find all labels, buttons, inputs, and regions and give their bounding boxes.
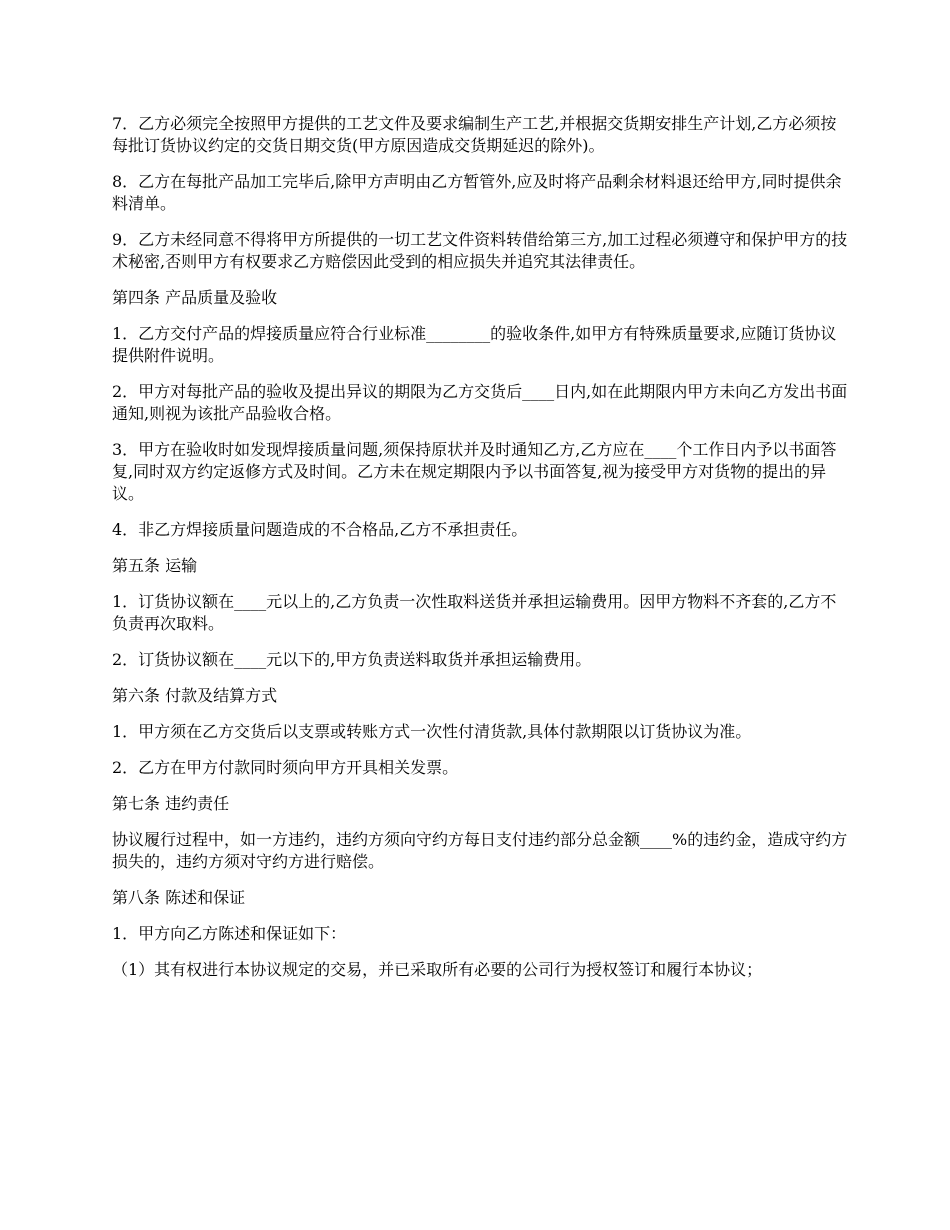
section4-item-3: 3．甲方在验收时如发现焊接质量问题,须保持原状并及时通知乙方,乙方应在____个工作日内予以书面答复,同时双方约定返修方式及时间。乙方未在规定期限内予以书面答复,视为接受甲方对货物的提出的异议。 [112,440,837,503]
section-heading-6: 第六条 付款及结算方式 [112,686,278,705]
section8-item-1: 1．甲方向乙方陈述和保证如下： [112,924,347,943]
section6-item-2: 2．乙方在甲方付款同时须向甲方开具相关发票。 [112,758,459,777]
section-heading-5: 第五条 运输 [112,556,198,575]
section4-item-1: 1．乙方交付产品的焊接质量应符合行业标准________的验收条件,如甲方有特殊质量要求,应随订货协议提供附件说明。 [112,324,837,365]
section4-item-2: 2．甲方对每批产品的验收及提出异议的期限为乙方交货后____日内,如在此期限内甲方未向乙方发出书面通知,则视为该批产品验收合格。 [112,382,848,423]
clause-8: 8．乙方在每批产品加工完毕后,除甲方声明由乙方暂管外,应及时将产品剩余材料退还给甲方,同时提供余料清单。 [112,172,842,213]
clause-9: 9．乙方未经同意不得将甲方所提供的一切工艺文件资料转借给第三方,加工过程必须遵守和保护甲方的技术秘密,否则甲方有权要求乙方赔偿因此受到的相应损失并追究其法律责任。 [112,230,848,271]
document-page [112,113,850,995]
section-heading-4: 第四条 产品质量及验收 [112,288,278,307]
section4-item-4: 4．非乙方焊接质量问题造成的不合格品,乙方不承担责任。 [112,520,528,539]
clause-7: 7．乙方必须完全按照甲方提供的工艺文件及要求编制生产工艺,并根据交货期安排生产计划,乙方必须按每批订货协议约定的交货日期交货(甲方原因造成交货期延迟的除外)。 [112,114,837,155]
section6-item-1: 1．甲方须在乙方交货后以支票或转账方式一次性付清货款,具体付款期限以订货协议为准。 [112,722,752,741]
section8-subitem-1: （1）其有权进行本协议规定的交易，并已采取所有必要的公司行为授权签订和履行本协议； [112,960,763,979]
section7-text: 协议履行过程中，如一方违约，违约方须向守约方每日支付违约部分总金额____%的违约金，造成守约方损失的，违约方须对守约方进行赔偿。 [112,830,848,871]
section-heading-7: 第七条 违约责任 [112,794,230,813]
section5-item-2: 2．订货协议额在____元以下的,甲方负责送料取货并承担运输费用。 [112,650,592,669]
section-heading-8: 第八条 陈述和保证 [112,888,246,907]
section5-item-1: 1．订货协议额在____元以上的,乙方负责一次性取料送货并承担运输费用。因甲方物料不齐套的,乙方不负责再次取料。 [112,592,837,633]
